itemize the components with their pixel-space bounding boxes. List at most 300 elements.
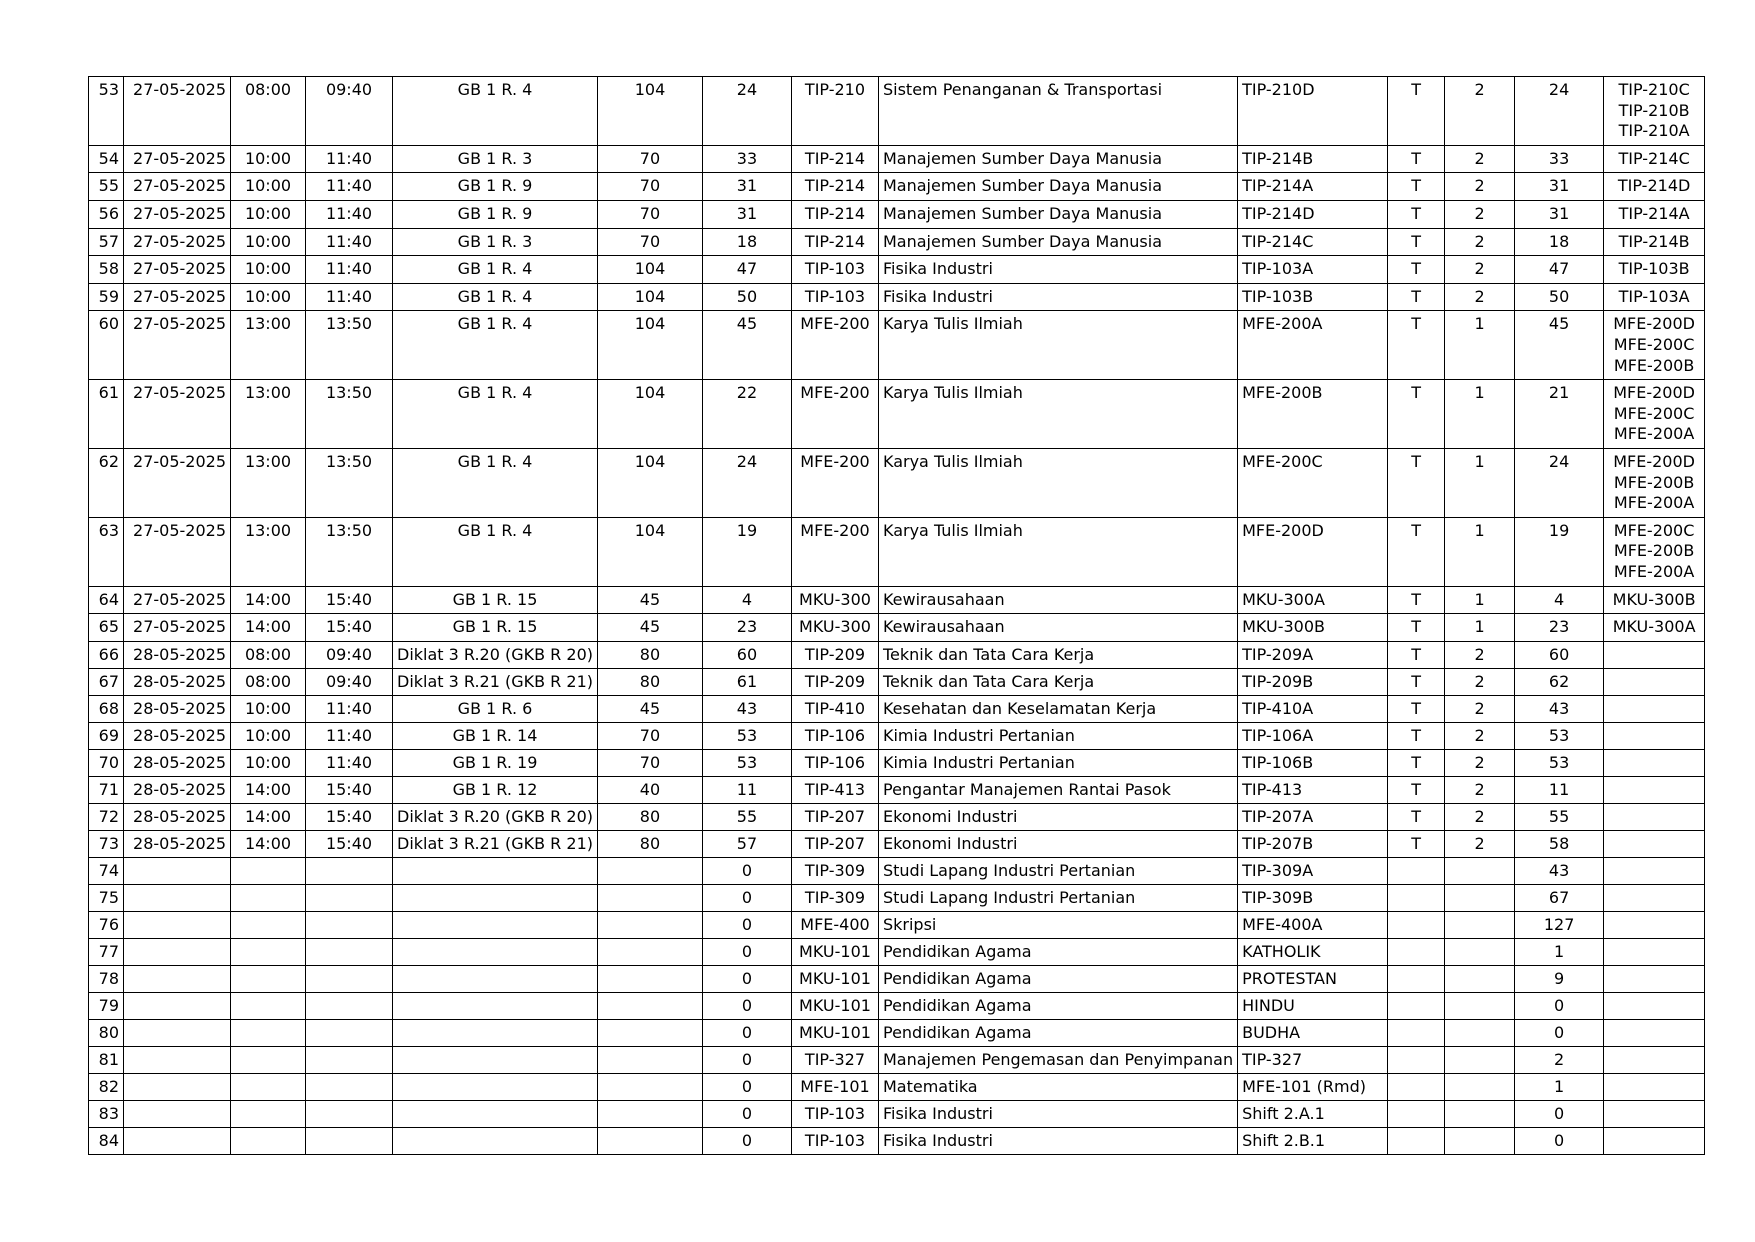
room-cell — [393, 1100, 598, 1127]
table-row — [89, 884, 1705, 911]
course-code-cell: TIP-106 — [791, 749, 878, 776]
course-code-cell: MFE-101 — [791, 1073, 878, 1100]
end-time-cell: 11:40 — [306, 256, 393, 284]
course-code-cell: TIP-103 — [791, 256, 878, 284]
related-classes-cell — [1604, 857, 1705, 884]
type-cell: T — [1388, 803, 1445, 830]
related-classes-cell — [1604, 695, 1705, 722]
row-number-cell: 69 — [89, 722, 124, 749]
related-classes-cell — [1604, 1019, 1705, 1046]
student-count-cell: 31 — [1515, 173, 1604, 201]
course-code-cell: MFE-200 — [791, 448, 878, 517]
related-class: MFE-200A — [1613, 561, 1695, 581]
date-cell: 28-05-2025 — [124, 695, 231, 722]
type-cell: T — [1388, 830, 1445, 857]
room-cell — [393, 884, 598, 911]
date-cell — [124, 1046, 231, 1073]
date-cell — [124, 1127, 231, 1154]
class-code-cell: Shift 2.B.1 — [1238, 1127, 1388, 1154]
registered-cell: 0 — [702, 884, 791, 911]
class-code-cell: TIP-209B — [1238, 668, 1388, 695]
course-name-cell: Kewirausahaan — [878, 586, 1237, 614]
table-row — [89, 173, 1705, 201]
related-classes-cell — [1604, 1127, 1705, 1154]
date-cell — [124, 1100, 231, 1127]
related-classes-cell — [1604, 145, 1705, 173]
course-name-cell: Karya Tulis Ilmiah — [878, 311, 1237, 380]
registered-cell: 53 — [702, 749, 791, 776]
capacity-cell: 104 — [597, 283, 702, 311]
row-number-cell: 83 — [89, 1100, 124, 1127]
date-cell: 27-05-2025 — [124, 283, 231, 311]
course-name-cell: Manajemen Sumber Daya Manusia — [878, 200, 1237, 228]
date-cell: 28-05-2025 — [124, 641, 231, 668]
table-row — [89, 695, 1705, 722]
table-row — [89, 77, 1705, 146]
related-classes-cell — [1604, 668, 1705, 695]
credits-cell: 2 — [1445, 776, 1515, 803]
related-class: MFE-200B — [1613, 355, 1695, 375]
room-cell: GB 1 R. 4 — [393, 517, 598, 586]
date-cell: 27-05-2025 — [124, 256, 231, 284]
related-classes-cell — [1604, 256, 1705, 284]
start-time-cell — [231, 1046, 306, 1073]
course-name-cell: Studi Lapang Industri Pertanian — [878, 857, 1237, 884]
end-time-cell — [306, 911, 393, 938]
room-cell: Diklat 3 R.20 (GKB R 20) — [393, 641, 598, 668]
course-name-cell: Pengantar Manajemen Rantai Pasok — [878, 776, 1237, 803]
student-count-cell: 0 — [1515, 1100, 1604, 1127]
capacity-cell: 80 — [597, 641, 702, 668]
end-time-cell: 13:50 — [306, 380, 393, 449]
row-number-cell: 65 — [89, 614, 124, 642]
registered-cell: 18 — [702, 228, 791, 256]
student-count-cell: 53 — [1515, 722, 1604, 749]
capacity-cell — [597, 857, 702, 884]
start-time-cell: 14:00 — [231, 776, 306, 803]
type-cell: T — [1388, 517, 1445, 586]
course-name-cell: Karya Tulis Ilmiah — [878, 517, 1237, 586]
course-code-cell: TIP-214 — [791, 200, 878, 228]
room-cell — [393, 938, 598, 965]
start-time-cell — [231, 1019, 306, 1046]
related-class: MFE-200A — [1613, 424, 1695, 444]
row-number-cell: 60 — [89, 311, 124, 380]
student-count-cell: 47 — [1515, 256, 1604, 284]
room-cell: GB 1 R. 19 — [393, 749, 598, 776]
capacity-cell: 104 — [597, 77, 702, 146]
course-name-cell: Studi Lapang Industri Pertanian — [878, 884, 1237, 911]
capacity-cell: 70 — [597, 200, 702, 228]
date-cell — [124, 992, 231, 1019]
related-classes-cell — [1604, 283, 1705, 311]
class-code-cell: MFE-200A — [1238, 311, 1388, 380]
registered-cell: 45 — [702, 311, 791, 380]
student-count-cell: 0 — [1515, 992, 1604, 1019]
table-row — [89, 145, 1705, 173]
course-name-cell: Pendidikan Agama — [878, 938, 1237, 965]
type-cell: T — [1388, 614, 1445, 642]
end-time-cell: 13:50 — [306, 448, 393, 517]
course-name-cell: Fisika Industri — [878, 1127, 1237, 1154]
start-time-cell: 10:00 — [231, 200, 306, 228]
related-class: MFE-200C — [1613, 334, 1695, 354]
registered-cell: 4 — [702, 586, 791, 614]
class-code-cell: TIP-413 — [1238, 776, 1388, 803]
end-time-cell — [306, 1019, 393, 1046]
capacity-cell — [597, 1073, 702, 1100]
course-name-cell: Manajemen Sumber Daya Manusia — [878, 173, 1237, 201]
capacity-cell — [597, 1046, 702, 1073]
credits-cell — [1445, 938, 1515, 965]
row-number-cell: 58 — [89, 256, 124, 284]
credits-cell — [1445, 992, 1515, 1019]
course-name-cell: Manajemen Pengemasan dan Penyimpanan — [878, 1046, 1237, 1073]
table-row — [89, 614, 1705, 642]
row-number-cell: 81 — [89, 1046, 124, 1073]
table-row — [89, 749, 1705, 776]
course-code-cell: MKU-101 — [791, 965, 878, 992]
course-name-cell: Manajemen Sumber Daya Manusia — [878, 228, 1237, 256]
related-classes-cell — [1604, 965, 1705, 992]
registered-cell: 0 — [702, 938, 791, 965]
type-cell: T — [1388, 641, 1445, 668]
course-name-cell: Sistem Penanganan & Transportasi — [878, 77, 1237, 146]
course-name-cell: Matematika — [878, 1073, 1237, 1100]
related-classes-cell — [1604, 586, 1705, 614]
related-class: TIP-214C — [1618, 148, 1690, 168]
row-number-cell: 68 — [89, 695, 124, 722]
row-number-cell: 80 — [89, 1019, 124, 1046]
course-name-cell: Karya Tulis Ilmiah — [878, 448, 1237, 517]
row-number-cell: 82 — [89, 1073, 124, 1100]
start-time-cell: 10:00 — [231, 722, 306, 749]
type-cell — [1388, 857, 1445, 884]
class-code-cell: MFE-101 (Rmd) — [1238, 1073, 1388, 1100]
class-code-cell: MFE-200D — [1238, 517, 1388, 586]
date-cell — [124, 857, 231, 884]
type-cell — [1388, 911, 1445, 938]
registered-cell: 50 — [702, 283, 791, 311]
student-count-cell: 4 — [1515, 586, 1604, 614]
related-classes-cell — [1604, 938, 1705, 965]
registered-cell: 33 — [702, 145, 791, 173]
start-time-cell — [231, 884, 306, 911]
row-number-cell: 75 — [89, 884, 124, 911]
type-cell — [1388, 1100, 1445, 1127]
table-row — [89, 857, 1705, 884]
class-code-cell: PROTESTAN — [1238, 965, 1388, 992]
type-cell: T — [1388, 695, 1445, 722]
table-row — [89, 911, 1705, 938]
related-class: TIP-210A — [1618, 121, 1690, 141]
class-code-cell: BUDHA — [1238, 1019, 1388, 1046]
class-code-cell: TIP-410A — [1238, 695, 1388, 722]
student-count-cell: 19 — [1515, 517, 1604, 586]
credits-cell: 1 — [1445, 586, 1515, 614]
related-classes-cell — [1604, 992, 1705, 1019]
start-time-cell: 14:00 — [231, 830, 306, 857]
type-cell: T — [1388, 668, 1445, 695]
row-number-cell: 56 — [89, 200, 124, 228]
row-number-cell: 53 — [89, 77, 124, 146]
start-time-cell: 13:00 — [231, 380, 306, 449]
date-cell: 27-05-2025 — [124, 448, 231, 517]
type-cell — [1388, 1019, 1445, 1046]
course-code-cell: MKU-101 — [791, 1019, 878, 1046]
related-classes-cell — [1604, 722, 1705, 749]
student-count-cell: 31 — [1515, 200, 1604, 228]
row-number-cell: 57 — [89, 228, 124, 256]
student-count-cell: 53 — [1515, 749, 1604, 776]
credits-cell — [1445, 1100, 1515, 1127]
course-code-cell: TIP-106 — [791, 722, 878, 749]
capacity-cell: 80 — [597, 803, 702, 830]
end-time-cell: 11:40 — [306, 200, 393, 228]
type-cell: T — [1388, 448, 1445, 517]
date-cell — [124, 911, 231, 938]
row-number-cell: 72 — [89, 803, 124, 830]
related-class: TIP-210C — [1618, 80, 1690, 99]
related-classes-cell — [1604, 228, 1705, 256]
related-class: TIP-103B — [1618, 259, 1690, 279]
registered-cell: 24 — [702, 77, 791, 146]
end-time-cell — [306, 884, 393, 911]
room-cell — [393, 1019, 598, 1046]
capacity-cell: 104 — [597, 517, 702, 586]
room-cell: GB 1 R. 4 — [393, 283, 598, 311]
table-row — [89, 200, 1705, 228]
student-count-cell: 0 — [1515, 1019, 1604, 1046]
capacity-cell — [597, 911, 702, 938]
room-cell: GB 1 R. 9 — [393, 173, 598, 201]
credits-cell — [1445, 1127, 1515, 1154]
course-name-cell: Fisika Industri — [878, 283, 1237, 311]
date-cell: 27-05-2025 — [124, 311, 231, 380]
date-cell: 27-05-2025 — [124, 200, 231, 228]
room-cell: GB 1 R. 4 — [393, 448, 598, 517]
course-code-cell: TIP-327 — [791, 1046, 878, 1073]
course-code-cell: TIP-209 — [791, 668, 878, 695]
row-number-cell: 67 — [89, 668, 124, 695]
related-classes-cell — [1604, 1046, 1705, 1073]
course-name-cell: Teknik dan Tata Cara Kerja — [878, 641, 1237, 668]
registered-cell: 31 — [702, 200, 791, 228]
table-row — [89, 722, 1705, 749]
related-classes-cell — [1604, 380, 1705, 449]
date-cell: 27-05-2025 — [124, 380, 231, 449]
credits-cell: 2 — [1445, 173, 1515, 201]
course-code-cell: TIP-210 — [791, 77, 878, 146]
related-classes-cell — [1604, 911, 1705, 938]
course-code-cell: TIP-103 — [791, 1127, 878, 1154]
start-time-cell: 14:00 — [231, 614, 306, 642]
capacity-cell: 45 — [597, 586, 702, 614]
row-number-cell: 77 — [89, 938, 124, 965]
start-time-cell: 10:00 — [231, 283, 306, 311]
capacity-cell — [597, 884, 702, 911]
start-time-cell: 10:00 — [231, 145, 306, 173]
related-class: MKU-300B — [1612, 589, 1696, 609]
class-code-cell: MFE-400A — [1238, 911, 1388, 938]
type-cell: T — [1388, 311, 1445, 380]
room-cell: GB 1 R. 6 — [393, 695, 598, 722]
capacity-cell: 80 — [597, 668, 702, 695]
registered-cell: 0 — [702, 1127, 791, 1154]
student-count-cell: 67 — [1515, 884, 1604, 911]
end-time-cell: 11:40 — [306, 695, 393, 722]
type-cell: T — [1388, 586, 1445, 614]
registered-cell: 19 — [702, 517, 791, 586]
date-cell: 28-05-2025 — [124, 776, 231, 803]
related-classes-cell — [1604, 77, 1705, 146]
credits-cell — [1445, 857, 1515, 884]
end-time-cell: 13:50 — [306, 311, 393, 380]
registered-cell: 31 — [702, 173, 791, 201]
class-code-cell: TIP-106A — [1238, 722, 1388, 749]
class-code-cell: MFE-200C — [1238, 448, 1388, 517]
registered-cell: 11 — [702, 776, 791, 803]
capacity-cell — [597, 1100, 702, 1127]
course-code-cell: MKU-300 — [791, 586, 878, 614]
room-cell: Diklat 3 R.21 (GKB R 21) — [393, 668, 598, 695]
registered-cell: 24 — [702, 448, 791, 517]
start-time-cell: 08:00 — [231, 668, 306, 695]
room-cell — [393, 857, 598, 884]
type-cell — [1388, 965, 1445, 992]
related-classes-cell — [1604, 776, 1705, 803]
room-cell: GB 1 R. 12 — [393, 776, 598, 803]
student-count-cell: 33 — [1515, 145, 1604, 173]
credits-cell — [1445, 1019, 1515, 1046]
course-code-cell: TIP-103 — [791, 283, 878, 311]
credits-cell — [1445, 965, 1515, 992]
course-code-cell: MFE-200 — [791, 517, 878, 586]
class-code-cell: MKU-300B — [1238, 614, 1388, 642]
course-code-cell: MFE-200 — [791, 311, 878, 380]
student-count-cell: 1 — [1515, 938, 1604, 965]
room-cell — [393, 911, 598, 938]
course-code-cell: TIP-214 — [791, 145, 878, 173]
related-classes-cell — [1604, 884, 1705, 911]
course-code-cell: MKU-101 — [791, 992, 878, 1019]
related-class: MFE-200D — [1613, 314, 1695, 334]
table-row — [89, 830, 1705, 857]
end-time-cell: 15:40 — [306, 776, 393, 803]
course-code-cell: TIP-413 — [791, 776, 878, 803]
course-name-cell: Fisika Industri — [878, 1100, 1237, 1127]
related-classes-cell — [1604, 1100, 1705, 1127]
start-time-cell: 10:00 — [231, 695, 306, 722]
class-code-cell: Shift 2.A.1 — [1238, 1100, 1388, 1127]
registered-cell: 22 — [702, 380, 791, 449]
table-row — [89, 965, 1705, 992]
student-count-cell: 2 — [1515, 1046, 1604, 1073]
date-cell — [124, 965, 231, 992]
date-cell — [124, 1019, 231, 1046]
room-cell: GB 1 R. 14 — [393, 722, 598, 749]
table-row — [89, 668, 1705, 695]
course-name-cell: Fisika Industri — [878, 256, 1237, 284]
start-time-cell: 08:00 — [231, 641, 306, 668]
capacity-cell: 70 — [597, 749, 702, 776]
registered-cell: 53 — [702, 722, 791, 749]
related-classes-cell — [1604, 614, 1705, 642]
room-cell: Diklat 3 R.20 (GKB R 20) — [393, 803, 598, 830]
course-code-cell: TIP-214 — [791, 173, 878, 201]
room-cell: Diklat 3 R.21 (GKB R 21) — [393, 830, 598, 857]
student-count-cell: 18 — [1515, 228, 1604, 256]
related-classes-cell — [1604, 448, 1705, 517]
room-cell: GB 1 R. 15 — [393, 614, 598, 642]
class-code-cell: TIP-214C — [1238, 228, 1388, 256]
row-number-cell: 54 — [89, 145, 124, 173]
start-time-cell: 14:00 — [231, 803, 306, 830]
type-cell: T — [1388, 283, 1445, 311]
related-class: MFE-200C — [1613, 403, 1695, 423]
table-row — [89, 776, 1705, 803]
end-time-cell: 11:40 — [306, 173, 393, 201]
related-classes-cell — [1604, 830, 1705, 857]
capacity-cell: 70 — [597, 145, 702, 173]
capacity-cell: 70 — [597, 173, 702, 201]
student-count-cell: 43 — [1515, 857, 1604, 884]
start-time-cell — [231, 1100, 306, 1127]
date-cell: 28-05-2025 — [124, 668, 231, 695]
room-cell — [393, 1127, 598, 1154]
row-number-cell: 79 — [89, 992, 124, 1019]
capacity-cell: 45 — [597, 695, 702, 722]
student-count-cell: 0 — [1515, 1127, 1604, 1154]
course-code-cell: TIP-209 — [791, 641, 878, 668]
row-number-cell: 61 — [89, 380, 124, 449]
type-cell: T — [1388, 200, 1445, 228]
type-cell: T — [1388, 776, 1445, 803]
room-cell: GB 1 R. 4 — [393, 77, 598, 146]
course-code-cell: TIP-103 — [791, 1100, 878, 1127]
course-code-cell: MKU-101 — [791, 938, 878, 965]
credits-cell: 1 — [1445, 311, 1515, 380]
registered-cell: 60 — [702, 641, 791, 668]
class-code-cell: TIP-309A — [1238, 857, 1388, 884]
type-cell: T — [1388, 256, 1445, 284]
row-number-cell: 78 — [89, 965, 124, 992]
table-row — [89, 586, 1705, 614]
end-time-cell: 11:40 — [306, 228, 393, 256]
student-count-cell: 1 — [1515, 1073, 1604, 1100]
capacity-cell: 40 — [597, 776, 702, 803]
course-name-cell: Ekonomi Industri — [878, 830, 1237, 857]
student-count-cell: 45 — [1515, 311, 1604, 380]
start-time-cell: 10:00 — [231, 256, 306, 284]
start-time-cell: 10:00 — [231, 173, 306, 201]
credits-cell: 2 — [1445, 695, 1515, 722]
row-number-cell: 55 — [89, 173, 124, 201]
related-class: MFE-200D — [1613, 451, 1695, 471]
type-cell — [1388, 938, 1445, 965]
credits-cell — [1445, 1046, 1515, 1073]
room-cell: GB 1 R. 15 — [393, 586, 598, 614]
start-time-cell: 08:00 — [231, 77, 306, 146]
type-cell — [1388, 992, 1445, 1019]
end-time-cell — [306, 857, 393, 884]
related-class: MKU-300A — [1612, 617, 1696, 637]
related-classes-cell — [1604, 311, 1705, 380]
credits-cell: 2 — [1445, 145, 1515, 173]
date-cell: 27-05-2025 — [124, 586, 231, 614]
registered-cell: 23 — [702, 614, 791, 642]
credits-cell — [1445, 884, 1515, 911]
